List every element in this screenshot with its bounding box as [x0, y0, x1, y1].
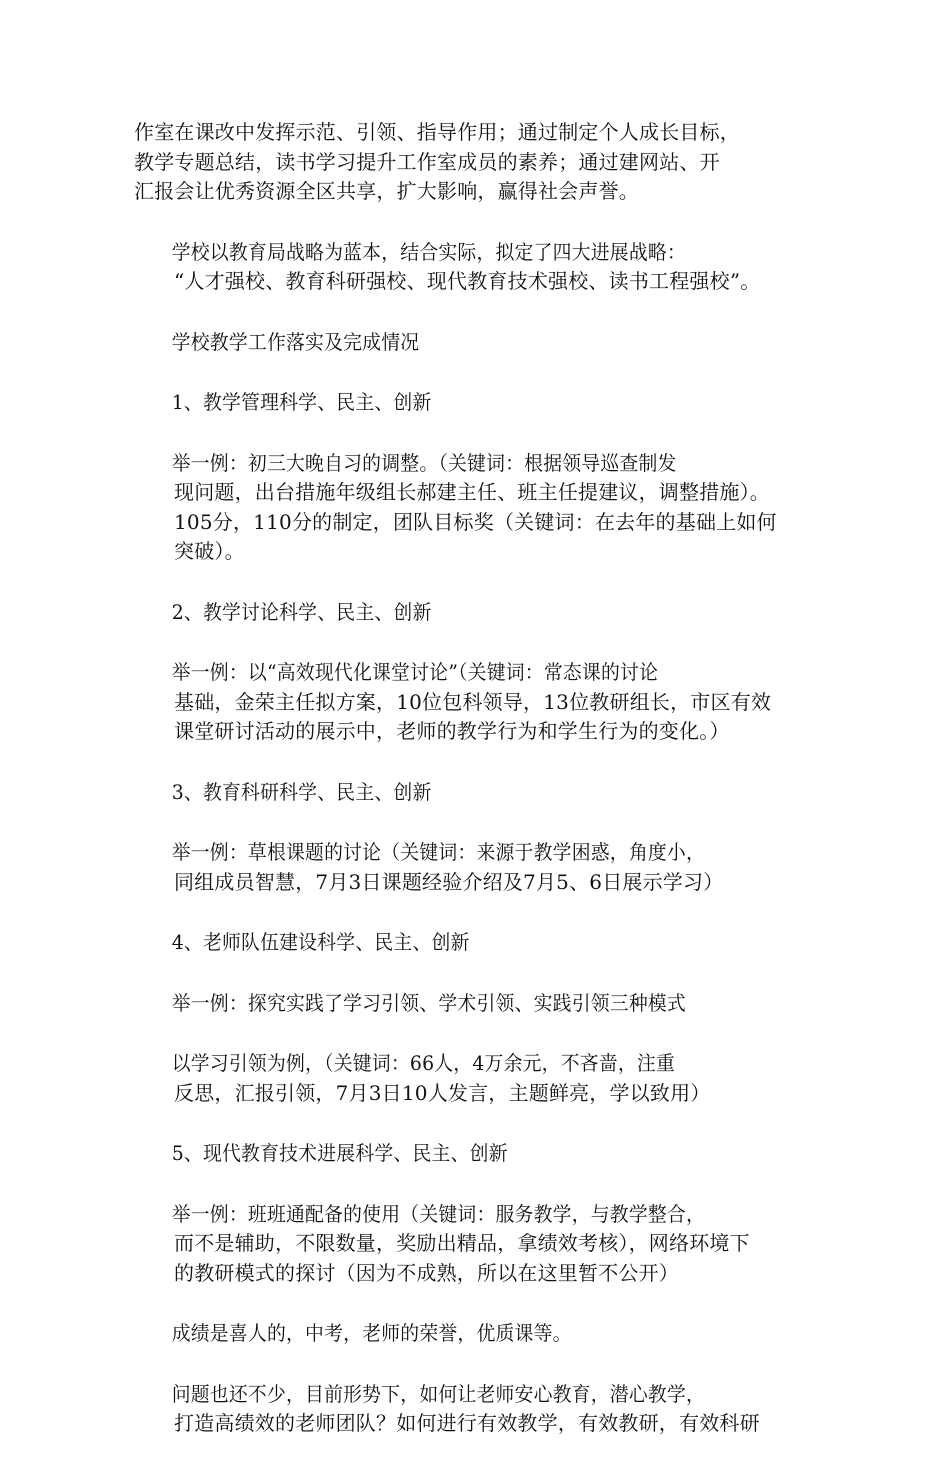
paragraph [134, 1319, 834, 1349]
text-line: 学校教学工作落实及完成情况 [171, 329, 420, 354]
paragraph [134, 989, 834, 1019]
paragraph [134, 598, 834, 628]
text-line: 同组成员智慧，7月3日课题经验介绍及7月5、6日展示学习） [174, 869, 724, 894]
text-line: 2、教学讨论科学、民主、创新 [171, 599, 432, 624]
paragraph [134, 118, 834, 207]
text-line: 5、现代教育技术进展科学、民主、创新 [171, 1141, 508, 1165]
text-line: 举一例：班班通配备的使用（关键词：服务教学，与教学整合， [171, 1201, 706, 1226]
text-line: 105分，110分的制定，团队目标奖（关键词：在去年的基础上如何 [174, 509, 777, 534]
text-line: 作室在课改中发挥示范、引领、指导作用；通过制定个人成长目标， [134, 120, 740, 144]
paragraph [134, 1139, 834, 1169]
document-page [134, 118, 834, 1470]
text-line: 基础，金荣主任拟方案，10位包科领导，13位教研组长，市区有效 [174, 689, 772, 714]
text-line: 举一例：草根课题的讨论（关键词：来源于教学困惑，角度小， [171, 840, 706, 864]
text-line: 现问题，出台措施年级组长郝建主任、班主任提建议，调整措施）。 [174, 480, 770, 504]
paragraph [134, 1049, 834, 1108]
text-line: 4、老师队伍建设科学、民主、创新 [171, 930, 470, 954]
text-line: 成绩是喜人的，中考，老师的荣誉，优质课等。 [171, 1321, 572, 1345]
text-line: 举一例：探究实践了学习引领、学术引领、实践引领三种模式 [171, 990, 686, 1015]
text-line: 教学专题总结，读书学习提升工作室成员的素养；通过建网站、开 [134, 149, 720, 174]
text-line: 3、教育科研科学、民主、创新 [171, 779, 432, 804]
paragraph [134, 838, 834, 897]
paragraph [134, 328, 834, 358]
text-line: 课堂研讨活动的展示中，老师的教学行为和学生行为的变化。） [174, 719, 730, 743]
paragraph [134, 388, 834, 418]
text-line: “人才强校、教育科研强校、现代教育技术强校、读书工程强校”。 [174, 269, 761, 293]
text-line: 学校以教育局战略为蓝本，结合实际，拟定了四大进展战略： [171, 239, 686, 264]
paragraph [134, 778, 834, 808]
text-line: 1、教学管理科学、民主、创新 [171, 390, 432, 414]
paragraph [134, 1200, 834, 1289]
text-line: 汇报会让优秀资源全区共享，扩大影响，赢得社会声誉。 [134, 179, 639, 203]
paragraph [134, 658, 834, 747]
text-line: 反思，汇报引领，7月3日10人发言，主题鲜亮，学以致用） [174, 1080, 711, 1105]
text-line: 突破）。 [174, 539, 245, 563]
paragraph [134, 238, 834, 297]
text-line: 举一例：以“高效现代化课堂讨论”（关键词：常态课的讨论 [171, 660, 659, 684]
paragraph [134, 449, 834, 567]
text-line: 问题也还不少，目前形势下，如何让老师安心教育，潜心教学， [171, 1381, 706, 1406]
text-line: 的教研模式的探讨（因为不成熟，所以在这里暂不公开） [174, 1260, 679, 1285]
text-line: 打造高绩效的老师团队？如何进行有效教学，有效教研，有效科研 [174, 1411, 760, 1435]
paragraph [134, 928, 834, 958]
text-line: 举一例：初三大晚自习的调整。（关键词：根据领导巡查制发 [171, 450, 677, 475]
text-line: 而不是辅助，不限数量，奖励出精品，拿绩效考核），网络环境下 [174, 1231, 750, 1255]
paragraph [134, 1380, 834, 1439]
text-line: 以学习引领为例，（关键词：66人，4万余元，不吝啬，注重 [171, 1051, 676, 1075]
